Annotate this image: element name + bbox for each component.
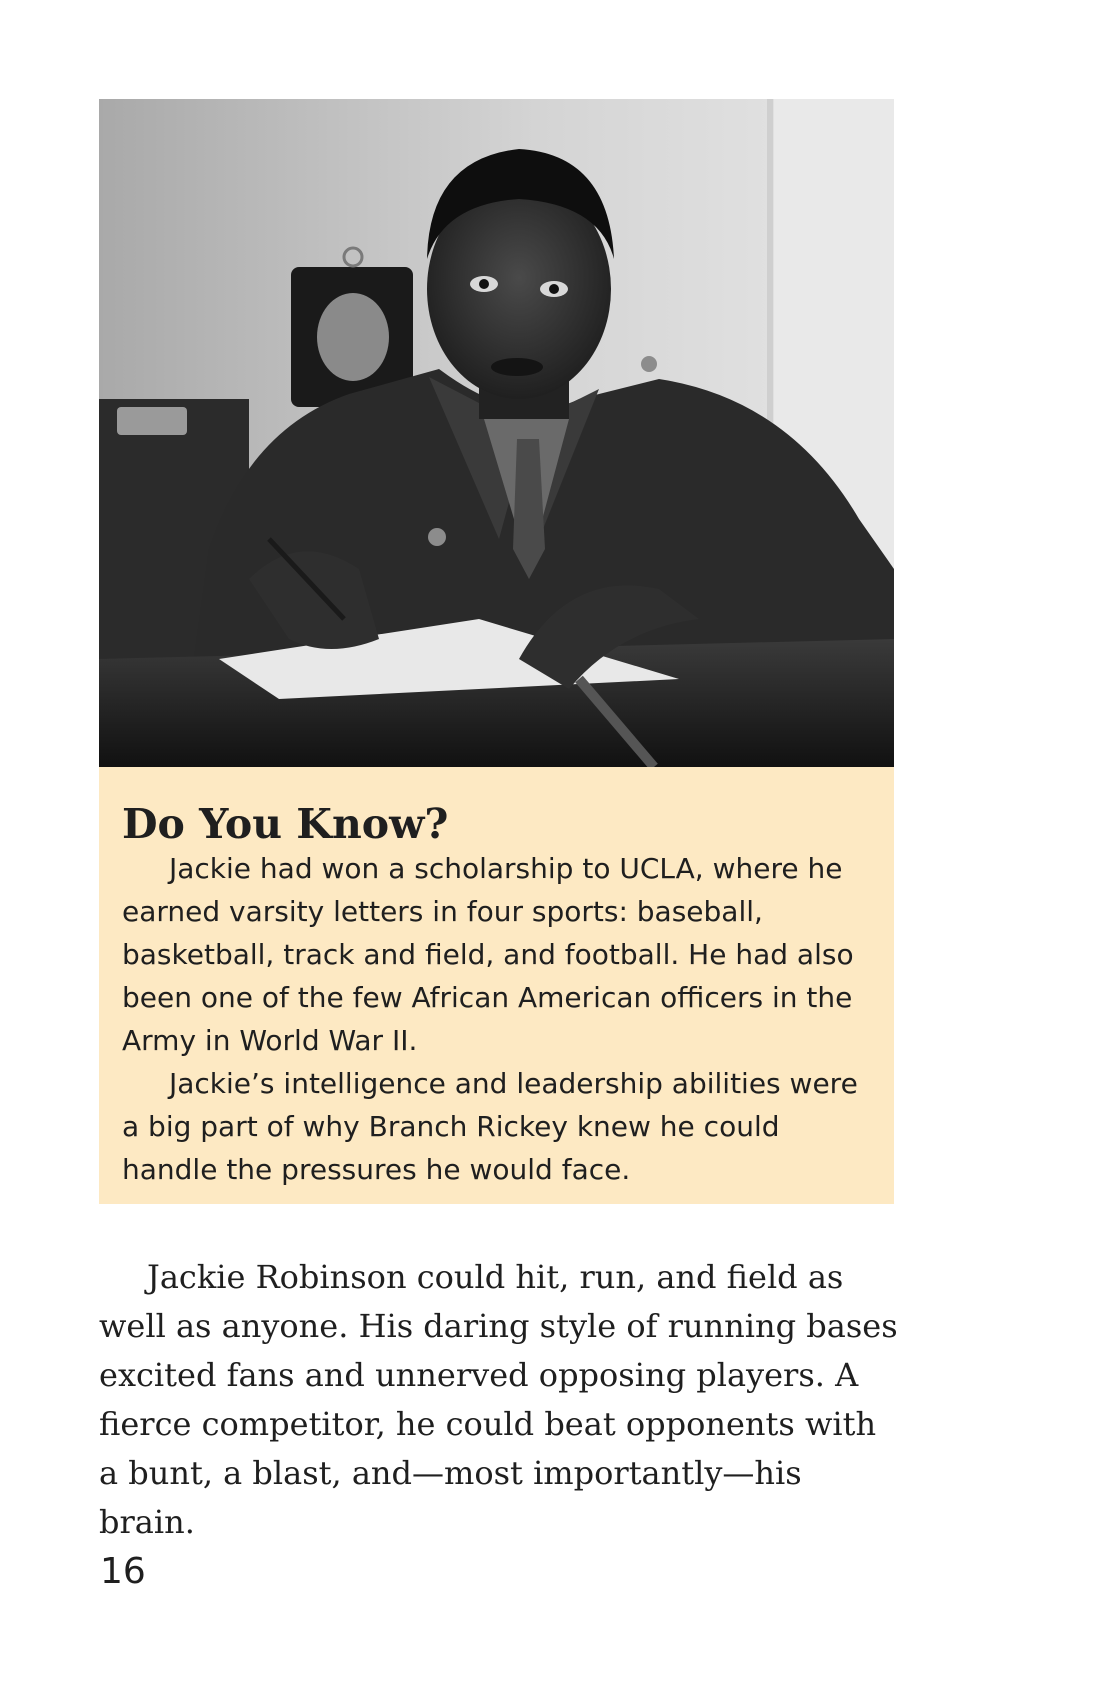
sidebar-paragraph-1: Jackie had won a scholarship to UCLA, where he earned varsity letters in four sports: baseball, basketball, track and field, and football. He had also been one of the few African American officers in the Army in World War II. <box>122 852 854 1057</box>
sidebar-paragraph-2: Jackie’s intelligence and leadership abilities were a big part of why Branch Rickey knew he could handle the pressures he would face. <box>122 1067 858 1186</box>
page-number: 16 <box>100 1551 146 1592</box>
body-text <box>99 1253 899 1547</box>
photo-illustration <box>99 99 894 767</box>
body-paragraph: Jackie Robinson could hit, run, and field as well as anyone. His daring style of running bases excited fans and unnerved opposing players. A fierce competitor, he could beat opponents with a bunt, a blast, and—most importantly—his brain. <box>99 1258 898 1541</box>
portrait-photo <box>99 99 894 767</box>
sidebar-title: Do You Know? <box>122 800 449 848</box>
do-you-know-sidebar <box>99 767 894 1204</box>
